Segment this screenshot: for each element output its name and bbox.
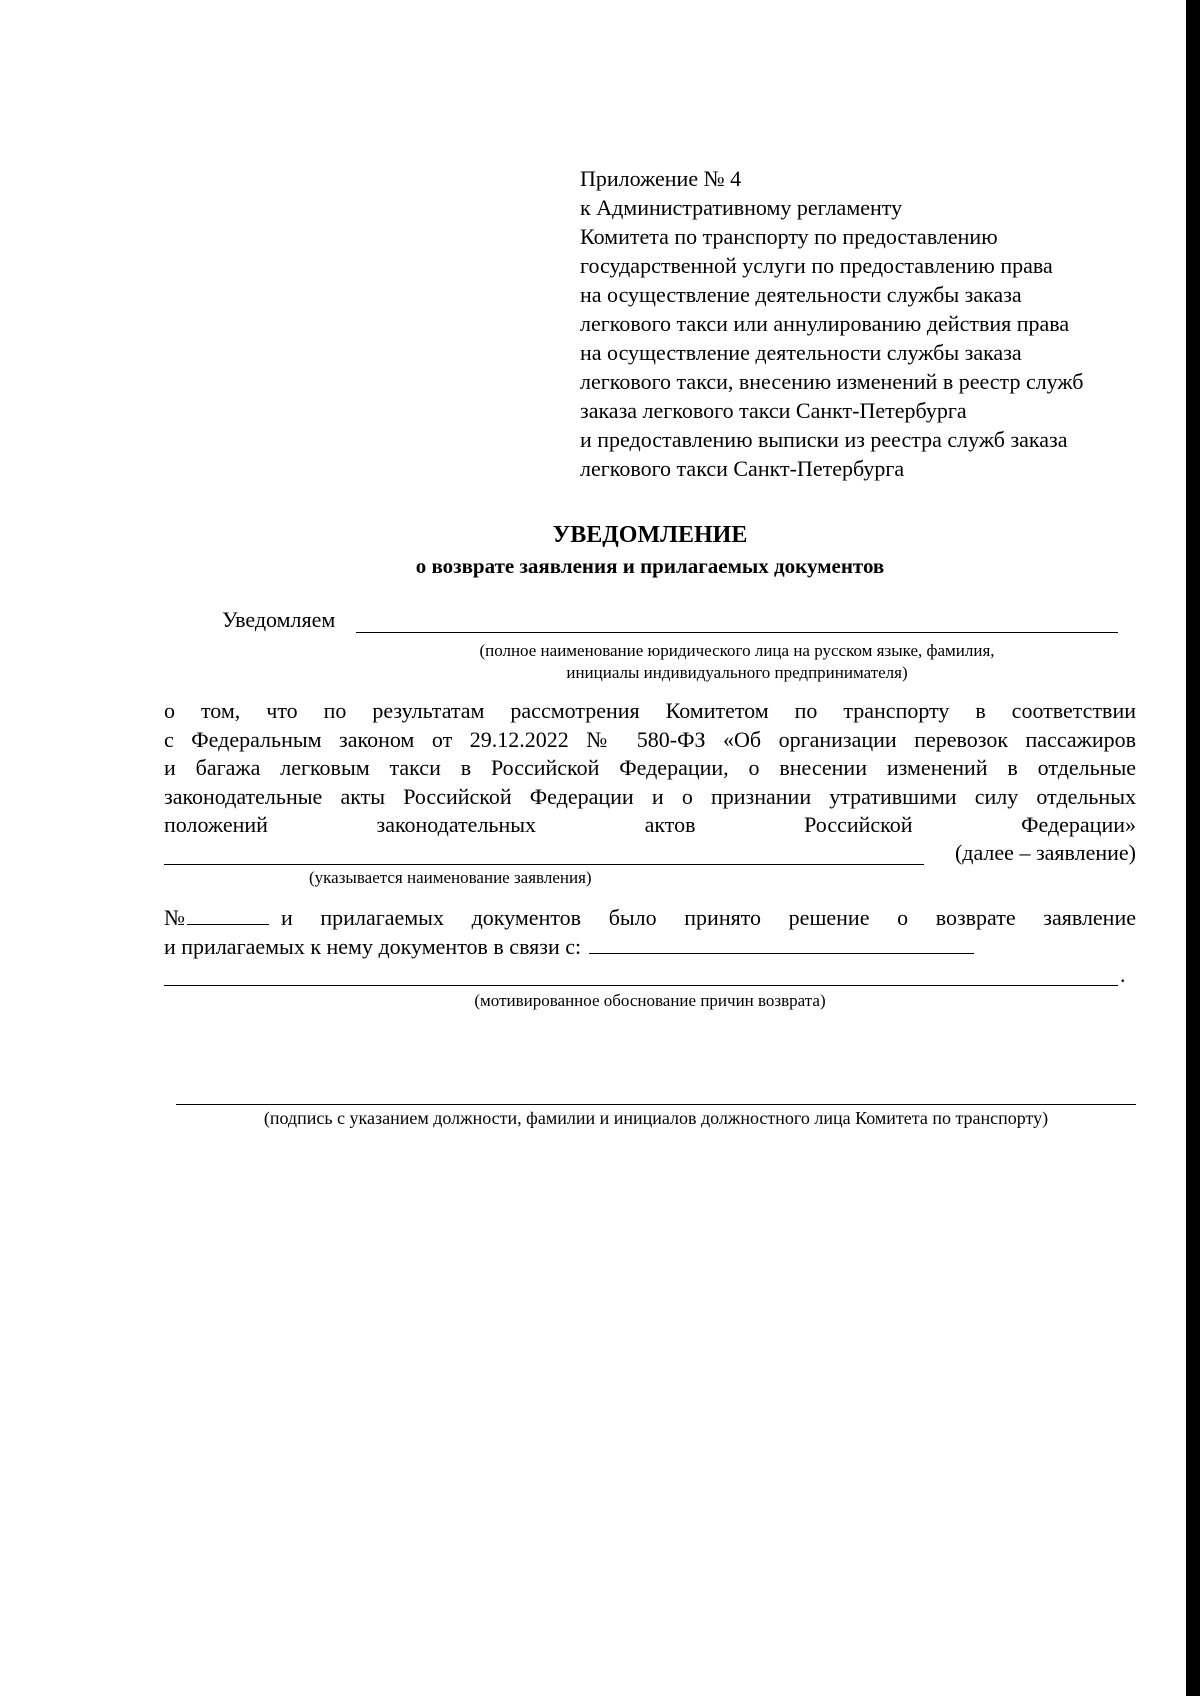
decision-line-1 — [164, 904, 1136, 933]
annex-line: легкового такси, внесению изменений в реестр служб — [580, 369, 1084, 394]
annex-block — [580, 164, 1160, 483]
document-subtitle: о возврате заявления и прилагаемых документов — [415, 554, 885, 578]
annex-line: к Административному регламенту — [580, 195, 903, 220]
signature-line — [176, 1104, 1136, 1105]
number-fill-line — [187, 924, 269, 925]
recipient-caption-1: (полное наименование юридического лица на русском языке, фамилия, — [479, 641, 995, 660]
recipient-caption-2: инициалы индивидуального предпринимателя) — [566, 663, 908, 682]
reason-caption: (мотивированное обоснование причин возврата) — [474, 991, 826, 1010]
decision-line-2 — [164, 933, 1136, 962]
paragraph-line: законодательные акты Российской Федерации и о признании утратившими силу отдельных — [164, 783, 1136, 809]
paragraph — [164, 697, 1136, 840]
paragraph-line: и багажа легковым такси в Российской Федерации, о внесении изменений в отдельные — [164, 755, 1136, 780]
recipient-fill-line — [356, 632, 1118, 633]
further-label: (далее – заявление) — [954, 840, 1136, 865]
annex-line: и предоставлению выписки из реестра служб заказа — [580, 427, 1068, 452]
annex-line: легкового такси Санкт-Петербурга — [580, 456, 905, 481]
annex-line: легкового такси или аннулированию действия права — [580, 311, 1070, 336]
reason-period: . — [1120, 962, 1126, 987]
notify-label: Уведомляем — [222, 607, 336, 632]
annex-line: Комитета по транспорту по предоставлению — [580, 224, 998, 249]
signature-caption: (подпись с указанием должности, фамилии и инициалов должностного лица Комитета по транспорту) — [263, 1108, 1049, 1128]
paragraph-line: о том, что по результатам рассмотрения Комитетом по транспорту в соответствии — [164, 698, 1136, 723]
annex-line: на осуществление деятельности службы заказа — [580, 282, 1022, 307]
decision-text-2: и прилагаемых к нему документов в связи с: — [164, 933, 582, 959]
annex-line: Приложение № 4 — [580, 166, 742, 191]
number-sign: № — [164, 905, 185, 930]
decision-text-1: и прилагаемых документов было принято решение о возврате заявление — [281, 905, 1136, 930]
statement-fill-line — [164, 864, 924, 865]
annex-line: государственной услуги по предоставлению права — [580, 253, 1053, 278]
annex-line: на осуществление деятельности службы заказа — [580, 340, 1022, 365]
statement-caption: (указывается наименование заявления) — [309, 868, 592, 887]
paragraph-line: с Федеральным законом от 29.12.2022 № 580-ФЗ «Об организации перевозок пассажиров — [164, 726, 1136, 752]
reason-fill-line-1 — [589, 953, 974, 954]
annex-line: заказа легкового такси Санкт-Петербурга — [580, 398, 967, 423]
reason-fill-line-2 — [164, 985, 1118, 986]
document-title: УВЕДОМЛЕНИЕ — [552, 522, 748, 548]
decision-block — [164, 904, 1136, 961]
scan-edge — [1186, 0, 1200, 1696]
paragraph-line: положений законодательных актов Российской Федерации» — [164, 812, 1136, 837]
